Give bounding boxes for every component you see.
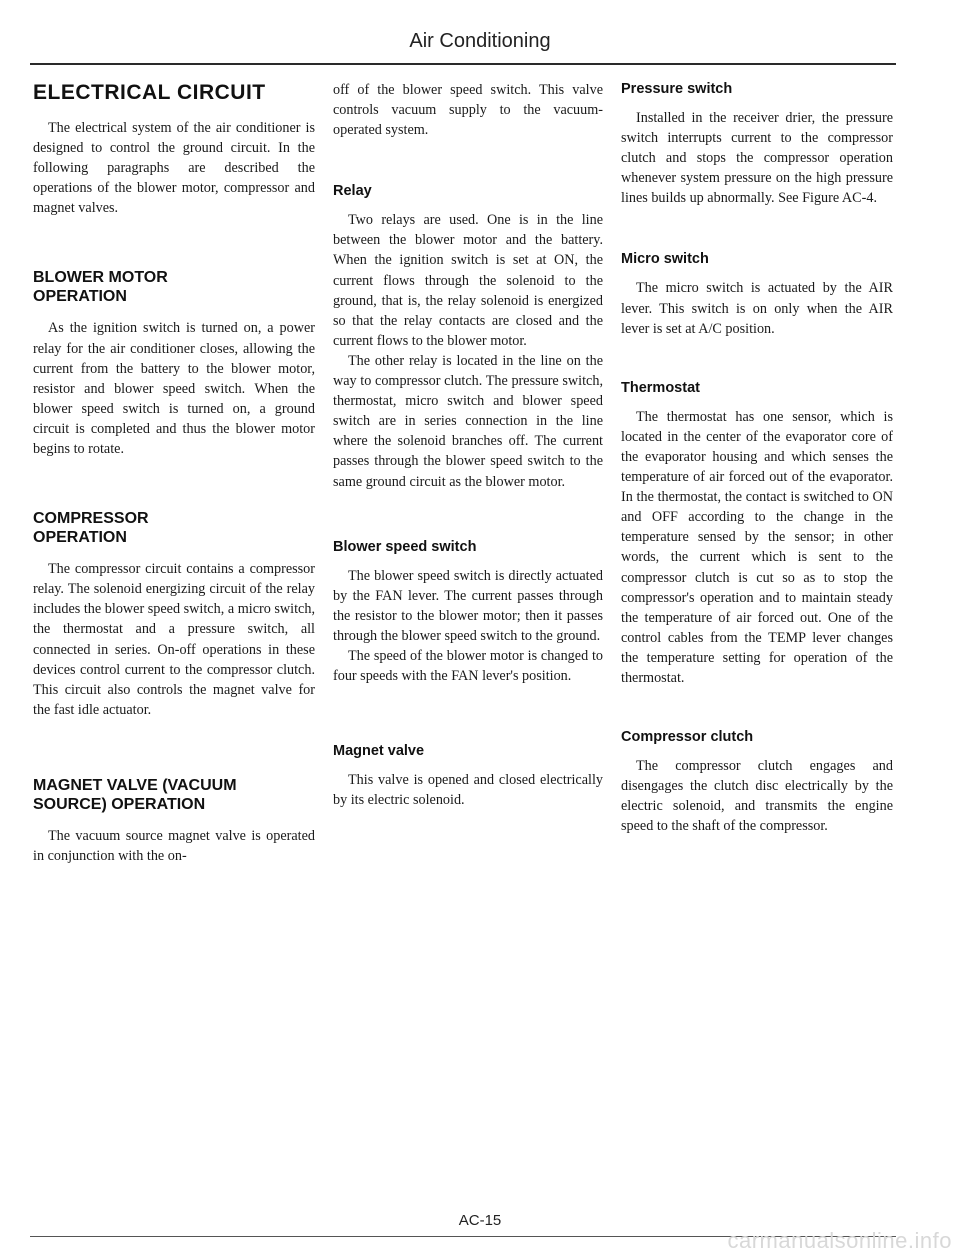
header-rule — [30, 63, 896, 65]
paragraph-compressor-clutch: The compressor clutch engages and disengages the clutch disc electrically by the electric solenoid, and transmits the engine speed to the shaft of the compressor. — [621, 758, 893, 835]
paragraph-blower-motor-operation: As the ignition switch is turned on, a power relay for the air conditioner closes, allowing the current from the battery to the blower motor, resistor and blower speed switch. When the blower speed switch is turned on, a ground circuit is completed and thus the blower motor begins to rotate. — [33, 320, 315, 458]
subheading-pressure-switch: Pressure switch — [621, 81, 733, 97]
paragraph-micro-switch: The micro switch is actuated by the AIR lever. This switch is on only when the AIR lever is set at A/C position. — [621, 280, 893, 337]
paragraph-pressure-switch: Installed in the receiver drier, the pressure switch interrupts current to the compressor clutch and stops the compressor operation whenever system pressure on the high pressure lines builds up abnormally. See Figure AC-4. — [621, 110, 893, 207]
paragraph-thermostat: The thermostat has one sensor, which is located in the center of the evaporator core of the evaporator housing and which senses the temperature of air forced out of the evaporator. In the thermostat, the contact is switched to ON and OFF according to the change in the temperature sensed by the sensor; in other words, the current which is sent to the compressor clutch is cut so as to stop the compressor's operation and to maintain steady the temperature of air forced out. One of the control cables from the TEMP lever changes the temperature setting for operation of the thermostat. — [621, 408, 893, 686]
page-number: AC-15 — [458, 1212, 502, 1229]
column-left — [33, 80, 315, 866]
paragraph-blower-speed-switch-1: The blower speed switch is directly actuated by the FAN lever. The current passes through the resistor to the blower motor; then it passes through the blower speed switch to the ground. — [333, 567, 603, 644]
paragraph-electrical-circuit: The electrical system of the air conditioner is designed to control the ground circuit. In the following paragraphs are described the operations of the blower motor, compressor and magnet valves. — [33, 120, 315, 217]
paragraph-relay-2: The other relay is located in the line on the way to compressor clutch. The pressure switch, thermostat, micro switch and blower speed switch are in series connection in the line where the solenoid branches off. The current passes through the blower speed switch to the same ground circuit as the blower motor. — [333, 352, 603, 490]
section-heading-blower-motor-operation: BLOWER MOTOR OPERATION — [33, 269, 168, 306]
subheading-magnet-valve: Magnet valve — [333, 743, 425, 760]
paragraph-relay-1: Two relays are used. One is in the line between the blower motor and the battery. When the ignition switch is set at ON, the current flows through the solenoid to the ground, that is, the relay solenoid is energized so that the relay contacts are closed and the current flows to the blower motor. — [333, 212, 603, 349]
section-heading-electrical-circuit: ELECTRICAL CIRCUIT — [33, 81, 266, 104]
subheading-blower-speed-switch: Blower speed switch — [333, 538, 477, 555]
paragraph-continuation: off of the blower speed switch. This valve controls vacuum supply to the vacuum-operated system. — [333, 82, 603, 139]
section-heading-magnet-valve-operation: MAGNET VALVE (VACUUM SOURCE) OPERATION — [33, 776, 237, 813]
subheading-thermostat: Thermostat — [621, 379, 700, 396]
paragraph-magnet-valve-operation: The vacuum source magnet valve is operated in conjunction with the on- — [33, 827, 315, 864]
column-right — [621, 80, 893, 836]
paragraph-magnet-valve: This valve is opened and closed electrically by its electric solenoid. — [333, 772, 603, 809]
column-middle — [333, 80, 603, 810]
subheading-relay: Relay — [333, 183, 372, 200]
subheading-micro-switch: Micro switch — [621, 251, 709, 268]
paragraph-blower-speed-switch-2: The speed of the blower motor is changed to four speeds with the FAN lever's position. — [333, 647, 603, 685]
subheading-compressor-clutch: Compressor clutch — [621, 729, 754, 746]
watermark-text: carmanualsonline.info — [727, 1228, 952, 1253]
paragraph-compressor-operation: The compressor circuit contains a compressor relay. The solenoid energizing circuit of the relay includes the blower speed switch, a micro switch, the thermostat and a pressure switch, all connected in series. On-off operations in these devices control current to the compressor clutch. This circuit also controls the magnet valve for the fast idle actuator. — [33, 561, 315, 718]
page-header-title: Air Conditioning — [409, 30, 551, 52]
section-heading-compressor-operation: COMPRESSOR OPERATION — [33, 510, 149, 547]
